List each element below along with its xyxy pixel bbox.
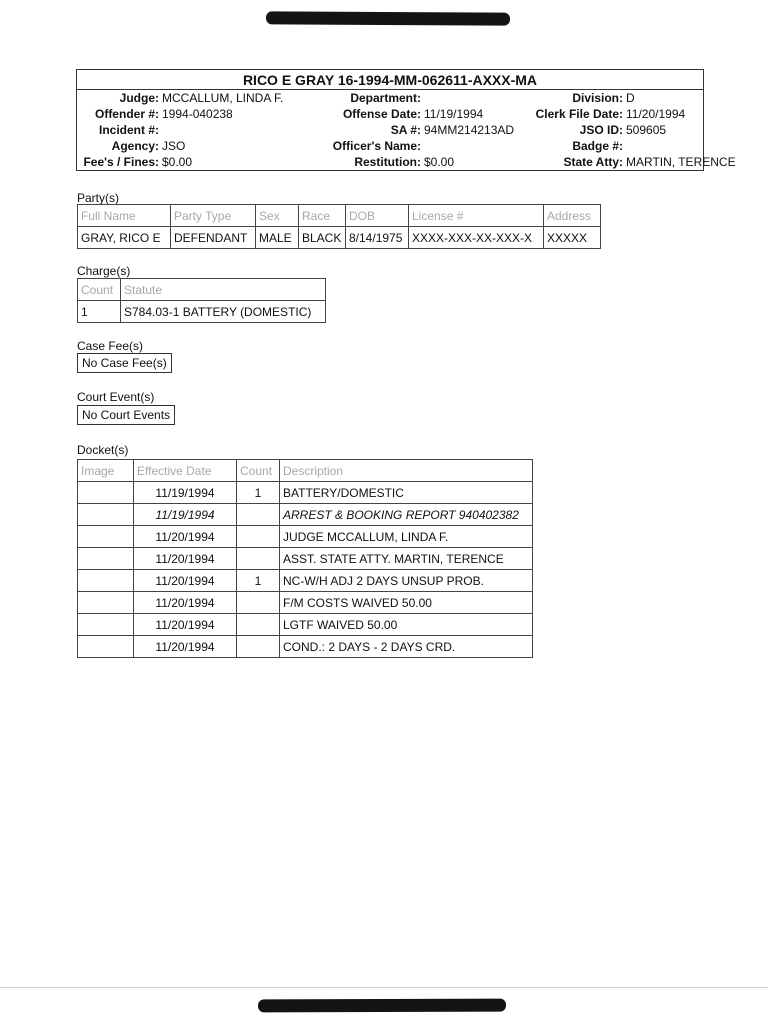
table-row <box>78 570 533 592</box>
docket-image <box>78 482 134 504</box>
parties-label: Party(s) <box>77 191 119 205</box>
party-license: XXXX-XXX-XX-XXX-X <box>409 227 544 249</box>
docket-count <box>237 636 280 658</box>
table-row <box>78 548 533 570</box>
docket-image <box>78 526 134 548</box>
table-row <box>78 592 533 614</box>
column-header: Effective Date <box>134 460 237 482</box>
docket-description: ASST. STATE ATTY. MARTIN, TERENCE <box>280 548 533 570</box>
offender-field: Offender #: 1994-040238 <box>94 107 233 121</box>
docket-count <box>237 614 280 636</box>
column-header: Party Type <box>171 205 256 227</box>
column-header: Image <box>78 460 134 482</box>
case-header <box>76 69 736 171</box>
docket-description: ARREST & BOOKING REPORT 940402382 <box>280 504 533 526</box>
docket-count <box>237 592 280 614</box>
docket-image <box>78 614 134 636</box>
badge-field: Badge #: <box>572 139 623 153</box>
table-row <box>78 301 326 323</box>
column-header: Full Name <box>78 205 171 227</box>
jso-id-value: 509605 <box>626 123 667 137</box>
table-row <box>78 636 533 658</box>
sa-field: SA #: 94MM214213AD <box>390 123 515 137</box>
table-row <box>78 504 533 526</box>
docket-date: 11/19/1994 <box>134 504 237 526</box>
clerk-file-date-field: Clerk File Date: 11/20/1994 <box>535 107 686 121</box>
party-dob: 8/14/1975 <box>346 227 409 249</box>
column-header: Count <box>237 460 280 482</box>
redaction-bar-top <box>266 11 510 25</box>
column-header: Description <box>280 460 533 482</box>
agency-field: Agency: JSO <box>111 139 186 153</box>
docket-description: COND.: 2 DAYS - 2 DAYS CRD. <box>280 636 533 658</box>
state-atty-field: State Atty: MARTIN, TERENCE <box>563 155 736 169</box>
charge-statute: S784.03-1 BATTERY (DOMESTIC) <box>121 301 326 323</box>
parties-header-row <box>78 205 601 227</box>
offender-value: 1994-040238 <box>162 107 233 121</box>
division-value: D <box>626 91 635 105</box>
column-header: Statute <box>121 279 326 301</box>
docket-count <box>237 504 280 526</box>
department-field: Department: <box>350 91 421 105</box>
docket-description: LGTF WAIVED 50.00 <box>280 614 533 636</box>
column-header: DOB <box>346 205 409 227</box>
charges-label: Charge(s) <box>77 264 131 278</box>
docket-image <box>78 548 134 570</box>
redaction-bar-bottom <box>258 999 506 1013</box>
party-race: BLACK <box>299 227 346 249</box>
charges-table <box>77 278 326 323</box>
column-header: Race <box>299 205 346 227</box>
case-fields <box>77 90 736 170</box>
charges-header-row <box>78 279 326 301</box>
docket-date: 11/20/1994 <box>134 548 237 570</box>
docket-date: 11/20/1994 <box>134 592 237 614</box>
incident-field: Incident #: <box>98 123 159 137</box>
officer-name-field: Officer's Name: <box>332 139 421 153</box>
docket-date: 11/20/1994 <box>134 614 237 636</box>
agency-value: JSO <box>162 139 186 153</box>
column-header: License # <box>409 205 544 227</box>
docket-description: BATTERY/DOMESTIC <box>280 482 533 504</box>
docket-description: F/M COSTS WAIVED 50.00 <box>280 592 533 614</box>
case-fees-box: No Case Fee(s) <box>77 353 172 373</box>
party-type: DEFENDANT <box>171 227 256 249</box>
docket-date: 11/19/1994 <box>134 482 237 504</box>
case-title: RICO E GRAY 16-1994-MM-062611-AXXX-MA <box>77 70 703 90</box>
judge-field: Judge: MCCALLUM, LINDA F. <box>119 91 284 105</box>
table-row <box>78 482 533 504</box>
court-events-label: Court Event(s) <box>77 390 155 404</box>
column-header: Count <box>78 279 121 301</box>
fees-value: $0.00 <box>162 155 193 169</box>
dockets-header-row <box>78 460 533 482</box>
docket-image <box>78 636 134 658</box>
docket-date: 11/20/1994 <box>134 526 237 548</box>
docket-description: NC-W/H ADJ 2 DAYS UNSUP PROB. <box>280 570 533 592</box>
case-fees-label: Case Fee(s) <box>77 339 144 353</box>
docket-date: 11/20/1994 <box>134 636 237 658</box>
dockets-table <box>77 459 533 658</box>
state-atty-value: MARTIN, TERENCE <box>626 155 736 169</box>
docket-count <box>237 526 280 548</box>
docket-date: 11/20/1994 <box>134 570 237 592</box>
division-field: Division: D <box>572 91 635 105</box>
docket-image <box>78 592 134 614</box>
party-address: XXXXX <box>544 227 601 249</box>
party-sex: MALE <box>256 227 299 249</box>
restitution-field: Restitution: $0.00 <box>354 155 455 169</box>
docket-image <box>78 504 134 526</box>
column-header: Sex <box>256 205 299 227</box>
docket-count: 1 <box>237 482 280 504</box>
docket-image <box>78 570 134 592</box>
parties-table <box>77 204 601 249</box>
court-events-box: No Court Events <box>77 405 175 425</box>
fees-field: Fee's / Fines: $0.00 <box>83 155 193 169</box>
jso-id-field: JSO ID: 509605 <box>579 123 667 137</box>
offense-date-field: Offense Date: 11/19/1994 <box>342 107 484 121</box>
scan-edge-line <box>0 987 768 988</box>
table-row <box>78 526 533 548</box>
offense-date-value: 11/19/1994 <box>424 107 484 121</box>
dockets-label: Docket(s) <box>77 443 129 457</box>
restitution-value: $0.00 <box>424 155 455 169</box>
table-row <box>78 227 601 249</box>
docket-count: 1 <box>237 570 280 592</box>
charge-count: 1 <box>78 301 121 323</box>
party-full-name: GRAY, RICO E <box>78 227 171 249</box>
sa-value: 94MM214213AD <box>424 123 515 137</box>
table-row <box>78 614 533 636</box>
docket-description: JUDGE MCCALLUM, LINDA F. <box>280 526 533 548</box>
judge-value: MCCALLUM, LINDA F. <box>162 91 284 105</box>
docket-count <box>237 548 280 570</box>
clerk-file-date-value: 11/20/1994 <box>626 107 686 121</box>
column-header: Address <box>544 205 601 227</box>
